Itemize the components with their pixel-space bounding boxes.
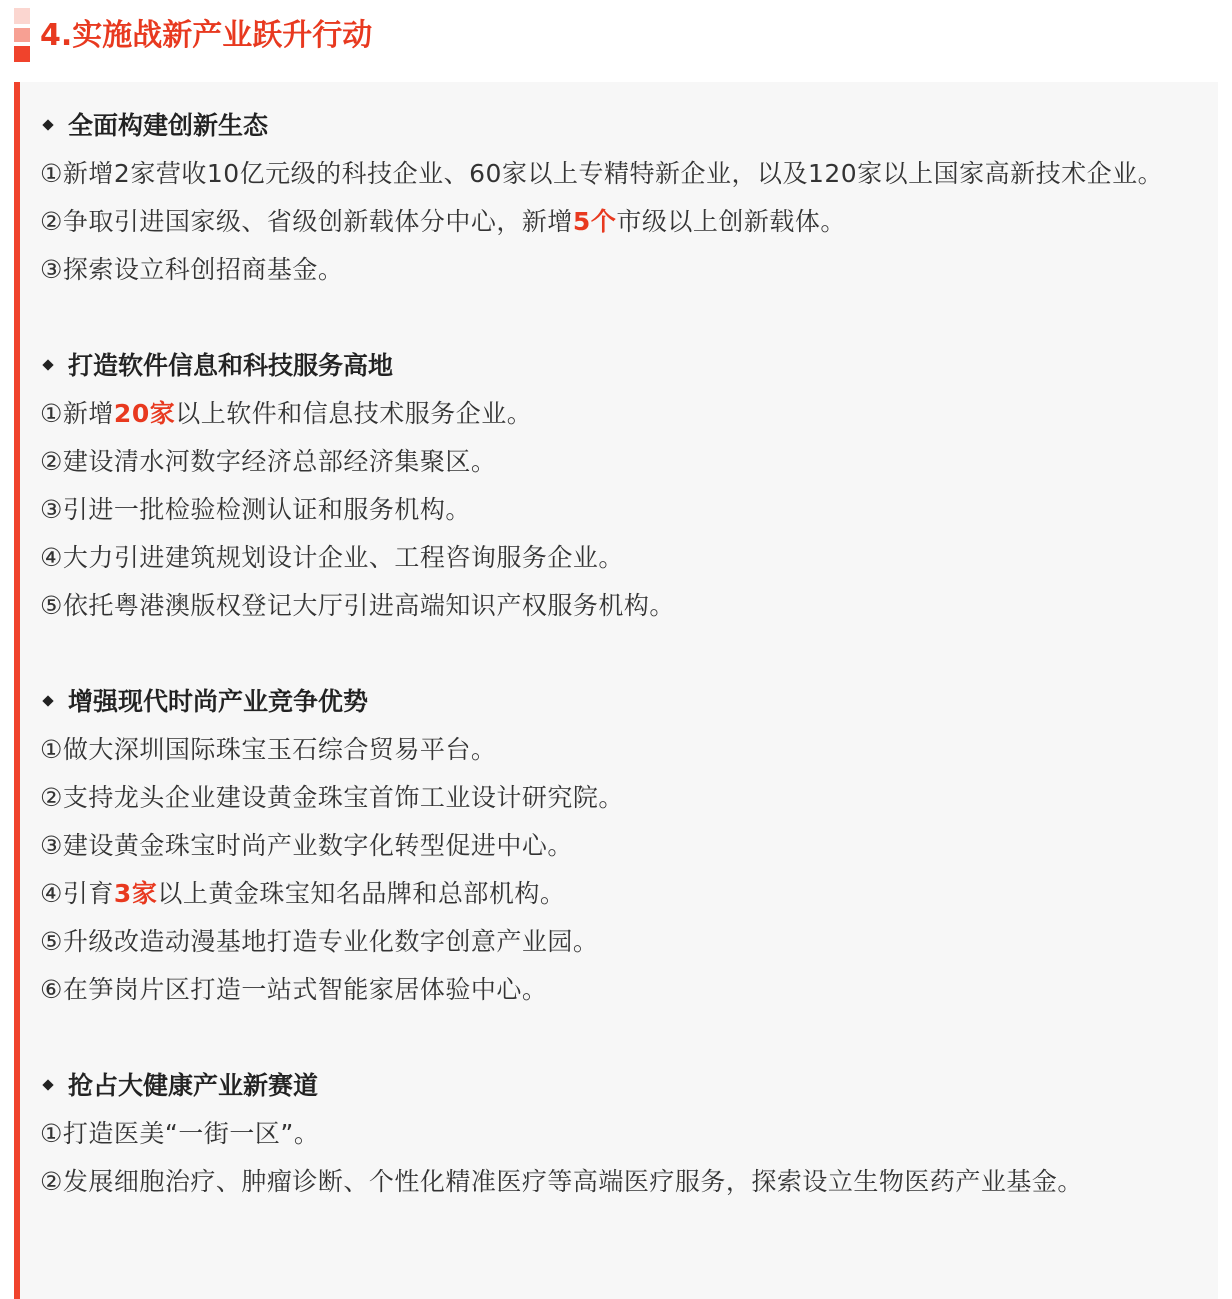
list-item: ②支持龙头企业建设黄金珠宝首饰工业设计研究院。 — [40, 783, 624, 812]
section-title: 增强现代时尚产业竞争优势 — [40, 678, 1204, 726]
diamond-bullet-icon — [42, 1079, 53, 1090]
section-software-services — [40, 342, 1204, 630]
diamond-bullet-icon — [42, 695, 53, 706]
section-innovation-ecosystem — [40, 102, 1204, 294]
list-item: ①打造医美“一街一区”。 — [40, 1119, 320, 1148]
section-title: 打造软件信息和科技服务高地 — [40, 342, 1204, 390]
content-panel — [14, 82, 1218, 1299]
highlight-number: 3家 — [113, 879, 158, 908]
list-item: ②发展细胞治疗、肿瘤诊断、个性化精准医疗等高端医疗服务，探索设立生物医药产业基金。 — [40, 1167, 1083, 1196]
list-item: ①新增2家营收10亿元级的科技企业、60家以上专精特新企业，以及120家以上国家高新技术企业。 — [40, 159, 1164, 188]
page-title: 4.实施战新产业跃升行动 — [40, 18, 373, 53]
list-item: ⑤升级改造动漫基地打造专业化数字创意产业园。 — [40, 927, 599, 956]
section-fashion-industry — [40, 678, 1204, 1014]
list-item: ①新增20家以上软件和信息技术服务企业。 — [40, 399, 533, 428]
title-marker-medium — [14, 28, 30, 42]
diamond-bullet-icon — [42, 119, 53, 130]
list-item: ③建设黄金珠宝时尚产业数字化转型促进中心。 — [40, 831, 573, 860]
list-item: ③引进一批检验检测认证和服务机构。 — [40, 495, 471, 524]
section-title: 抢占大健康产业新赛道 — [40, 1062, 1204, 1110]
list-item: ①做大深圳国际珠宝玉石综合贸易平台。 — [40, 735, 497, 764]
highlight-number: 5个 — [572, 207, 617, 236]
section-header — [0, 0, 1232, 80]
list-item: ③探索设立科创招商基金。 — [40, 255, 344, 284]
list-item: ⑤依托粤港澳版权登记大厅引进高端知识产权服务机构。 — [40, 591, 675, 620]
list-item: ④引育3家以上黄金珠宝知名品牌和总部机构。 — [40, 879, 566, 908]
diamond-bullet-icon — [42, 359, 53, 370]
list-item: ④大力引进建筑规划设计企业、工程咨询服务企业。 — [40, 543, 624, 572]
title-marker-light — [14, 8, 30, 24]
list-item: ②建设清水河数字经济总部经济集聚区。 — [40, 447, 497, 476]
section-title: 全面构建创新生态 — [40, 102, 1204, 150]
list-item: ⑥在笋岗片区打造一站式智能家居体验中心。 — [40, 975, 548, 1004]
list-item: ②争取引进国家级、省级创新载体分中心，新增5个市级以上创新载体。 — [40, 207, 846, 236]
highlight-number: 20家 — [113, 399, 176, 428]
title-marker-dark — [14, 46, 30, 62]
section-health-industry — [40, 1062, 1204, 1206]
